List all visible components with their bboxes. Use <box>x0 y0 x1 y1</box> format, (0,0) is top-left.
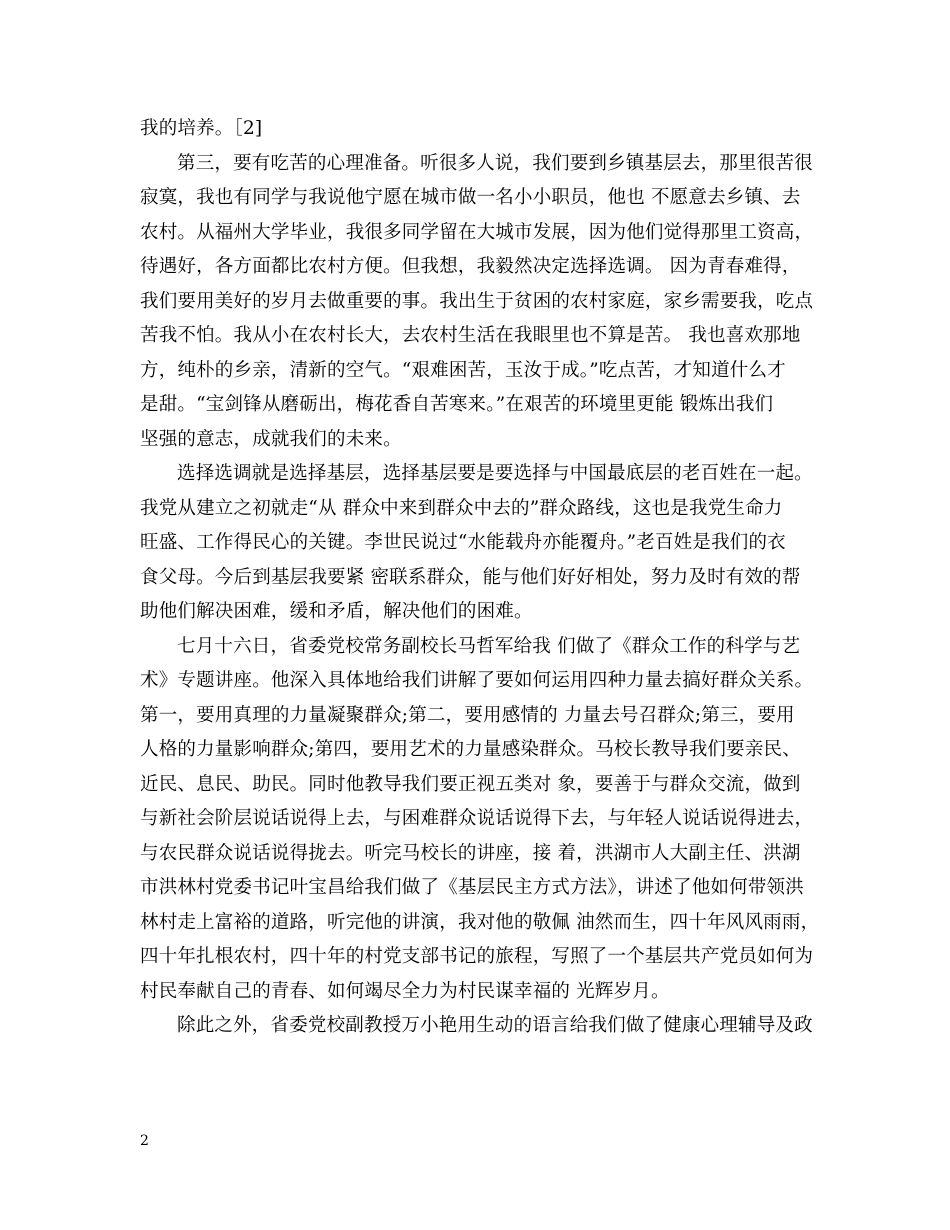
text-line: 四十年扎根农村，四十年的村党支部书记的旅程，写照了一个基层共产党员如何为 <box>140 946 814 967</box>
paragraph-start-line: 选择选调就是选择基层，选择基层要是要选择与中国最底层的老百姓在一起。 <box>177 463 813 484</box>
text-line: 是甜。“宝剑锋从磨砺出，梅花香自苦寒来。”在艰苦的环境里更能 锻炼出我们 <box>140 394 774 415</box>
paragraph-start-line: 除此之外，省委党校副教授万小艳用生动的语言给我们做了健康心理辅导及政 <box>177 1015 813 1036</box>
text-line: 坚强的意志，成就我们的未来。 <box>140 428 402 450</box>
text-line: 食父母。今后到基层我要紧 密联系群众，能与他们好好相处，努力及时有效的帮 <box>140 566 801 588</box>
text-line: 我党从建立之初就走“从 群众中来到群众中去的”群众路线，这也是我党生命力 <box>140 497 783 519</box>
text-line: 近民、息民、助民。同时他教导我们要正视五类对 象，要善于与群众交流，做到 <box>140 773 801 795</box>
text-line: 我们要用美好的岁月去做重要的事。我出生于贫困的农村家庭，家乡需要我，吃点 <box>140 290 814 312</box>
text-line: 村民奉献自己的青春、如何竭尽全力为村民谋幸福的 光辉岁月。 <box>140 980 670 1002</box>
page-body <box>140 112 820 1044</box>
text-line: 农村。从福州大学毕业，我很多同学留在大城市发展，因为他们觉得那里工资高， <box>140 221 814 243</box>
text-line: 市洪林村党委书记叶宝昌给我们做了《基层民主方式方法》，讲述了他如何带领洪 <box>140 877 804 898</box>
text-line: 林村走上富裕的道路，听完他的讲演，我对他的敬佩 油然而生，四十年风风雨雨， <box>140 911 820 933</box>
text-line: 我的培养。［2] <box>140 118 263 139</box>
page-number: 2 <box>140 1133 149 1149</box>
text-line: 助他们解决困难，缓和矛盾，解决他们的困难。 <box>140 601 533 622</box>
text-line: 苦我不怕。我从小在农村长大，去农村生活在我眼里也不算是苦。 我也喜欢那地 <box>140 325 801 346</box>
text-line: 寂寞，我也有同学与我说他宁愿在城市做一名小小职员，他也 不愿意去乡镇、去 <box>140 187 801 208</box>
paragraph-start-line: 第三，要有吃苦的心理准备。听很多人说，我们要到乡镇基层去，那里很苦很 <box>177 152 813 174</box>
text-line: 旺盛、工作得民心的关键。李世民说过“水能载舟亦能覆舟。”老百姓是我们的衣 <box>140 532 786 553</box>
text-line: 第一，要用真理的力量凝聚群众;第二，要用感情的 力量去号召群众;第三，要用 <box>140 704 795 726</box>
text-line: 方，纯朴的乡亲，清新的空气。“艰难困苦，玉汝于成。”吃点苦，才知道什么才 <box>140 359 786 381</box>
text-line: 与农民群众说话说得拢去。听完马校长的讲座，接 着，洪湖市人大副主任、洪湖 <box>140 842 801 864</box>
text-line: 与新社会阶层说话说得上去，与困难群众说话说得下去，与年轻人说话说得进去， <box>140 808 814 829</box>
text-line: 人格的力量影响群众;第四，要用艺术的力量感染群众。马校长教导我们要亲民、 <box>140 739 801 760</box>
text-line: 待遇好，各方面都比农村方便。但我想，我毅然决定选择选调。 因为青春难得， <box>140 256 801 277</box>
paragraph-start-line: 七月十六日，省委党校常务副校长马哲军给我 们做了《群众工作的科学与艺 <box>177 635 801 657</box>
text-line: 术》专题讲座。他深入具体地给我们讲解了要如何运用四种力量去搞好群众关系。 <box>140 670 814 691</box>
